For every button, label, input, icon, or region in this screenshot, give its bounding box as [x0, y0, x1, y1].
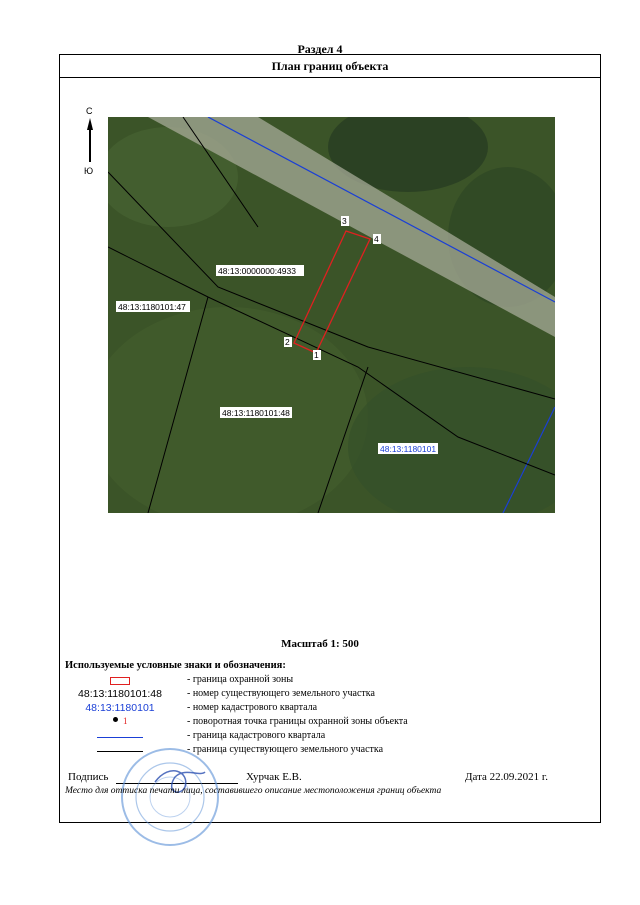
scale-text: Масштаб 1: 500	[281, 638, 359, 650]
point-label: 4	[374, 234, 379, 244]
legend-row-quarter-boundary: - граница кадастрового квартала	[65, 730, 585, 744]
legend-row-parcel-number: 48:13:1180101:48 - номер существующего земельного участка	[65, 688, 585, 702]
parcel-label: 48:13:1180101:47	[118, 302, 186, 312]
signature-date: Дата 22.09.2021 г.	[465, 771, 548, 783]
seal-icon	[115, 742, 225, 852]
legend-title: Используемые условные знаки и обозначения:	[65, 660, 286, 671]
south-label: Ю	[84, 166, 94, 176]
signer-name: Хурчак Е.В.	[246, 771, 302, 783]
seal-note: Место для оттиска печати лица, составившего описание местоположения границ объекта	[65, 786, 442, 796]
red-rect-icon	[65, 674, 175, 688]
legend-row-zone: - граница охранной зоны	[65, 674, 585, 688]
legend-symbol-text: 48:13:1180101	[85, 702, 155, 714]
signature-label: Подпись	[68, 771, 109, 783]
north-arrow	[78, 106, 102, 178]
quarter-label: 48:13:1180101	[380, 444, 437, 454]
section-title: Раздел 4	[297, 42, 343, 56]
point-label: 2	[285, 337, 290, 347]
point-label: 3	[342, 216, 347, 226]
point-label: 1	[314, 350, 319, 360]
legend-row-point: 1 - поворотная точка границы охранной зоны объекта	[65, 716, 585, 730]
aerial-map	[108, 117, 555, 513]
north-label: С	[86, 106, 93, 116]
legend-symbol-text: 48:13:1180101:48	[78, 688, 162, 700]
plan-title: План границ объекта	[60, 55, 600, 78]
legend-row-parcel-boundary: - граница существующего земельного участка	[65, 744, 585, 758]
parcel-label: 48:13:1180101:48	[222, 408, 290, 418]
legend-row-quarter-number: 48:13:1180101 - номер кадастрового квартала	[65, 702, 585, 716]
parcel-label: 48:13:0000000:4933	[218, 266, 296, 276]
dot-icon: 1	[65, 716, 175, 730]
